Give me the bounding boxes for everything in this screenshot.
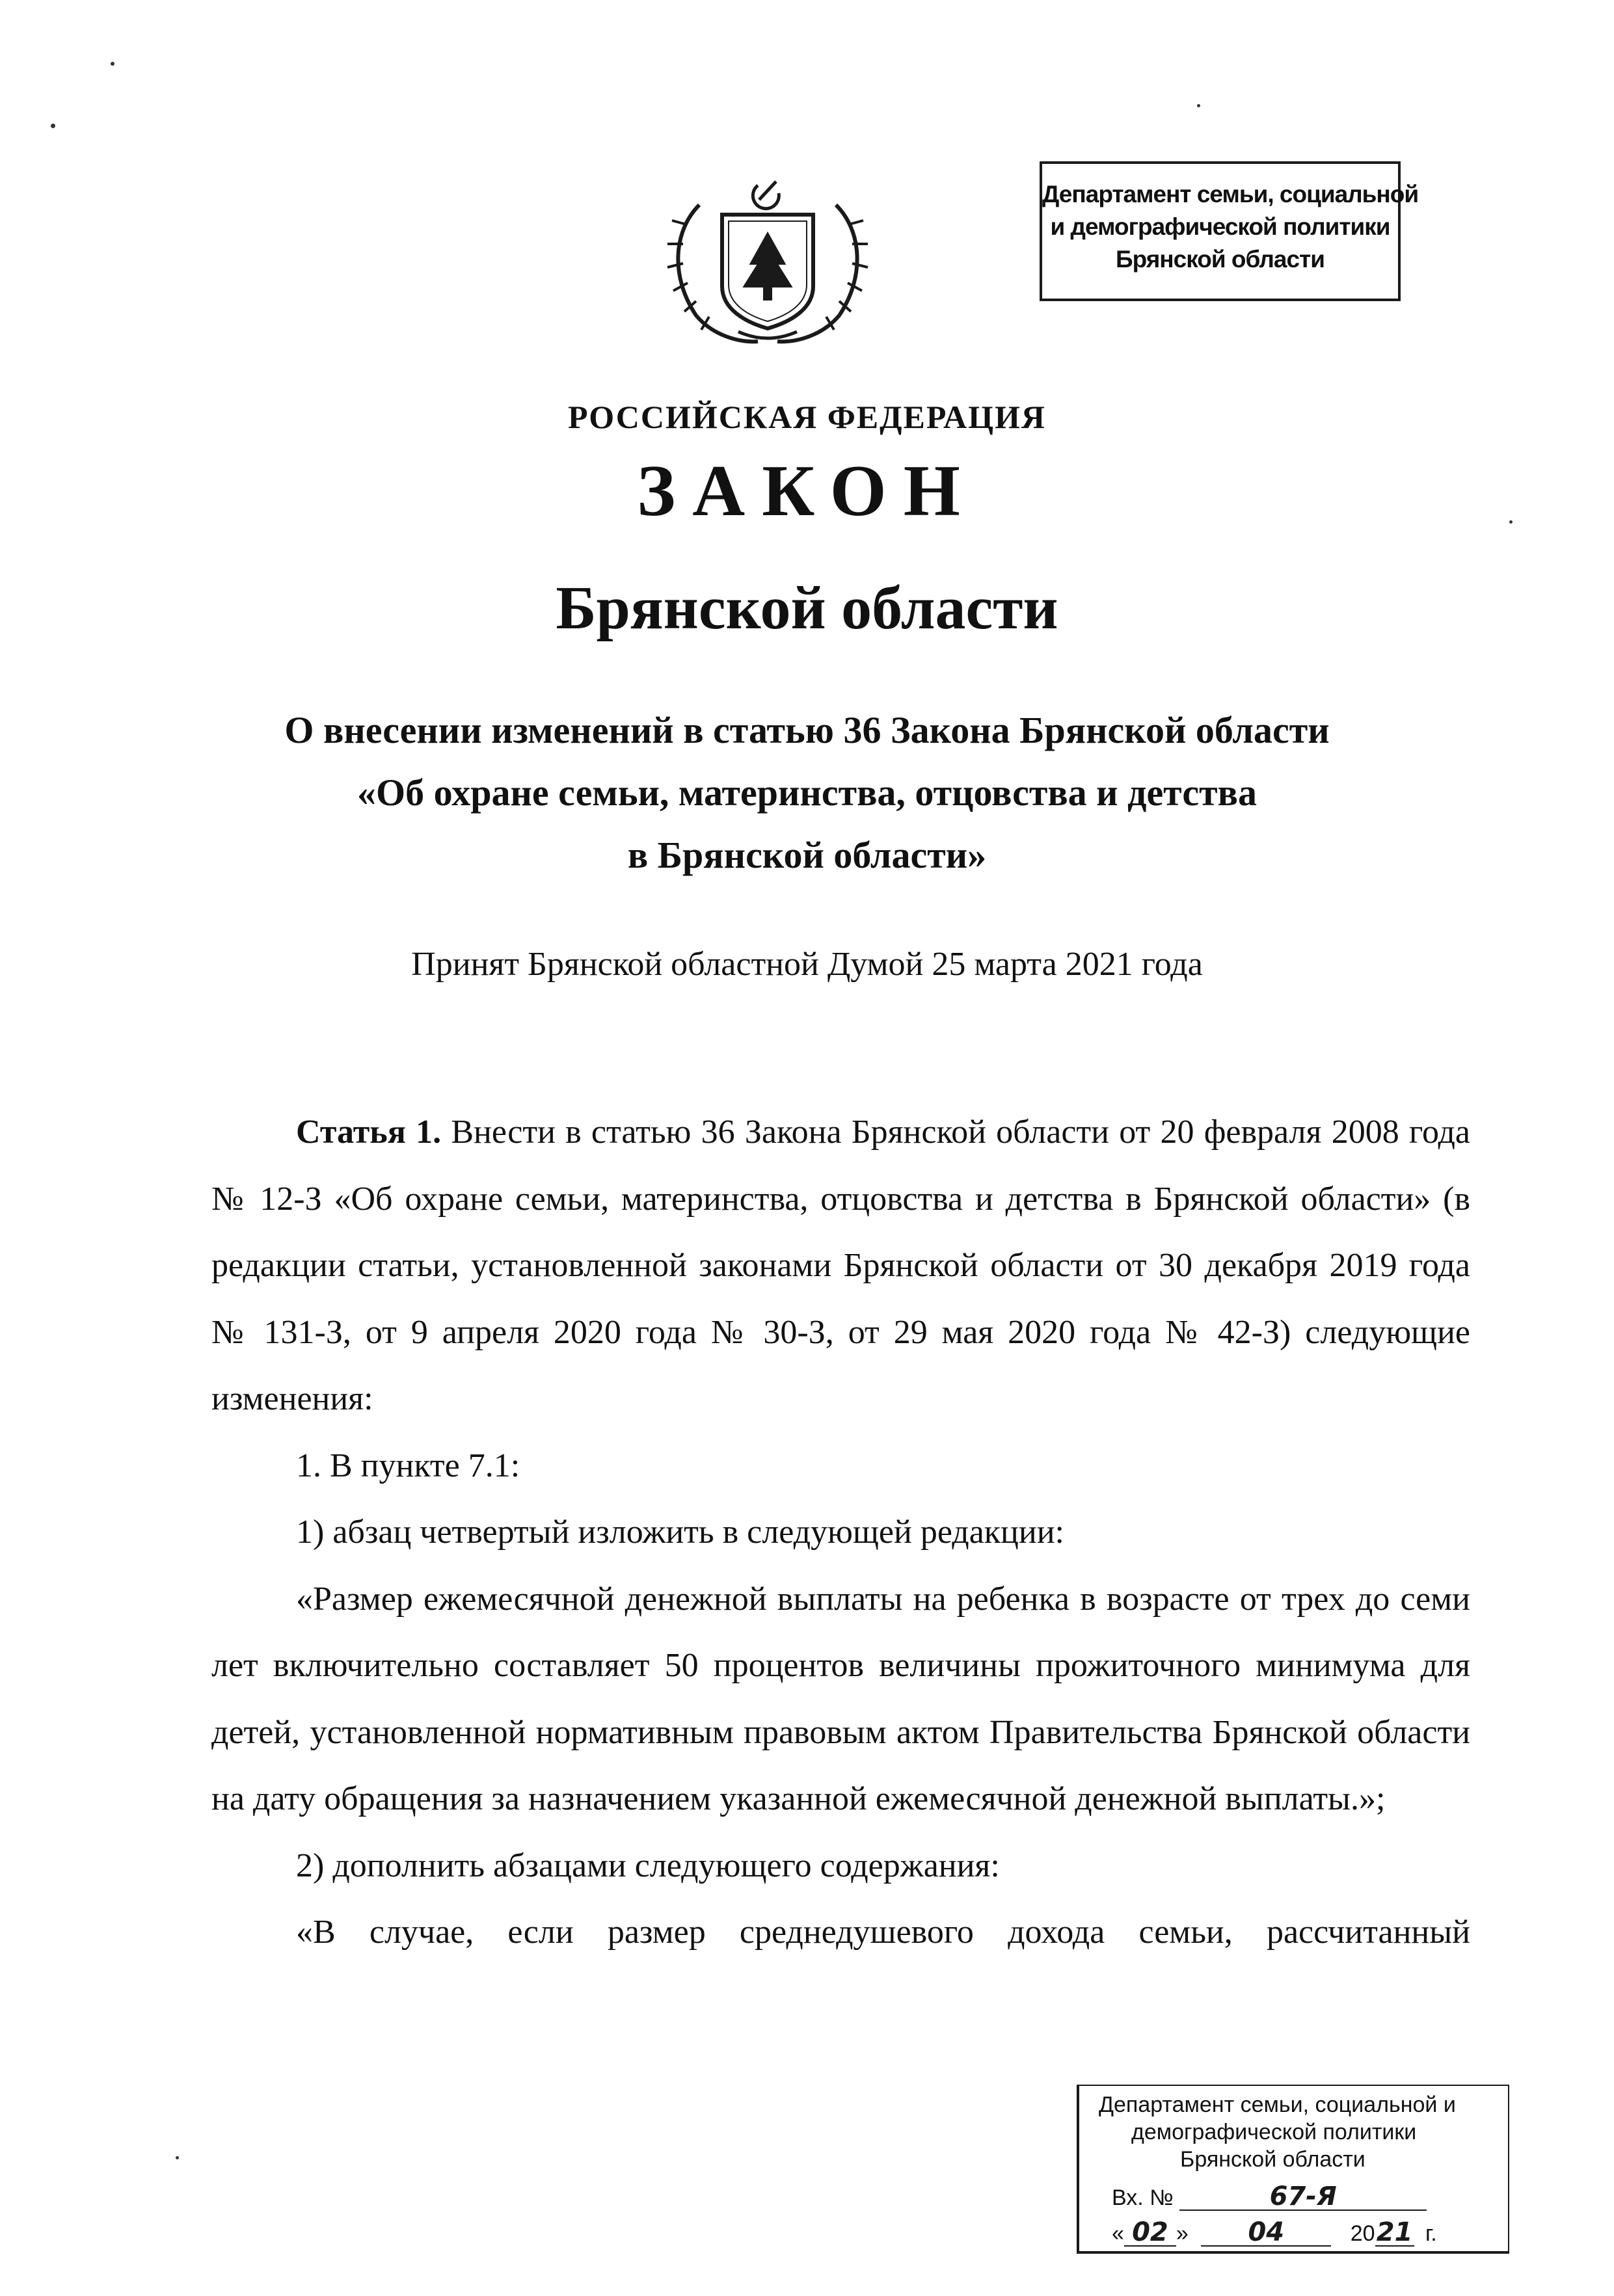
law-title-line-2: «Об охране семьи, материнства, отцовства и детства <box>357 771 1257 814</box>
country-heading: РОССИЙСКАЯ ФЕДЕРАЦИЯ <box>567 399 1047 435</box>
subitem-2-paragraph: 2) дополнить абзацами следующего содержания: <box>296 1847 1000 1884</box>
date-day-handwritten: 02 <box>1124 2219 1176 2247</box>
date-year-handwritten: 21 <box>1375 2219 1414 2247</box>
article-1-label: Статья 1. <box>296 1114 442 1151</box>
incoming-date-row <box>1112 2219 1437 2247</box>
article-1-text: Внести в статью 36 Закона Брянской области от 20 февраля 2008 года № 12-З «Об охране семьи, материнства, отцовства и детства в Брянской области» (в редакции статьи, установленной законами Брянской области от 30 декабря 2019 года № 131-З, от 9 апреля 2020 года № 30-З, от 29 мая 2020 года № 42-З) следующие изменения: <box>211 1114 1471 1417</box>
scan-speck <box>1509 520 1513 524</box>
law-title <box>0 699 1614 887</box>
stamp-bottom-line-3: Брянской области <box>1180 2147 1365 2172</box>
date-month-handwritten: 04 <box>1201 2219 1331 2247</box>
stamp-top-line-3: Брянской области <box>1116 246 1325 273</box>
stamp-top-line-2: и демографической политики <box>1050 213 1390 240</box>
quote-2-paragraph: «В случае, если размер среднедушевого дохода семьи, рассчитанный <box>296 1914 1470 1951</box>
incoming-number-row <box>1112 2183 1427 2211</box>
stamp-bottom-line-2: демографической политики <box>1131 2120 1417 2144</box>
scan-speck <box>111 62 114 66</box>
incoming-number-label: Вх. № <box>1112 2185 1174 2210</box>
date-year-prefix: 20 <box>1350 2221 1375 2246</box>
stamp-bottom-line-1: Департамент семьи, социальной и <box>1099 2092 1456 2117</box>
department-stamp-top <box>1040 161 1419 301</box>
document-type-heading: ЗАКОН <box>637 451 977 531</box>
scan-speck <box>51 124 55 128</box>
date-suffix: г. <box>1425 2221 1437 2246</box>
region-heading: Брянской области <box>556 574 1058 642</box>
adoption-date-line: Принят Брянской областной Думой 25 марта 2021 года <box>411 946 1203 983</box>
date-open-quote: « <box>1112 2221 1124 2246</box>
coat-of-arms-emblem <box>660 166 875 351</box>
incoming-number-handwritten: 67-Я <box>1179 2183 1427 2211</box>
subitem-1-paragraph: 1) абзац четвертый изложить в следующей редакции: <box>296 1514 1064 1551</box>
law-body <box>211 1099 1470 1966</box>
item-1-paragraph: 1. В пункте 7.1: <box>296 1447 520 1484</box>
law-title-line-3: в Брянской области» <box>627 834 987 876</box>
date-close-quote: » <box>1176 2221 1189 2246</box>
quote-1-paragraph: «Размер ежемесячной денежной выплаты на ребенка в возрасте от трех до семи лет включительно составляет 50 процентов величины прожиточного минимума для детей, установленной нормативным правовым актом Правительства Брянской области на дату обращения за назначением указанной ежемесячной денежной выплаты.»; <box>211 1580 1470 1817</box>
article-1-paragraph <box>211 1099 1470 1433</box>
incoming-registration-stamp <box>1077 2085 1509 2254</box>
scan-speck <box>176 2156 179 2159</box>
law-title-line-1: О внесении изменений в статью 36 Закона Брянской области <box>284 709 1330 751</box>
stamp-top-line-1: Департамент семьи, социальной <box>1042 181 1419 207</box>
scan-speck <box>1197 104 1200 107</box>
